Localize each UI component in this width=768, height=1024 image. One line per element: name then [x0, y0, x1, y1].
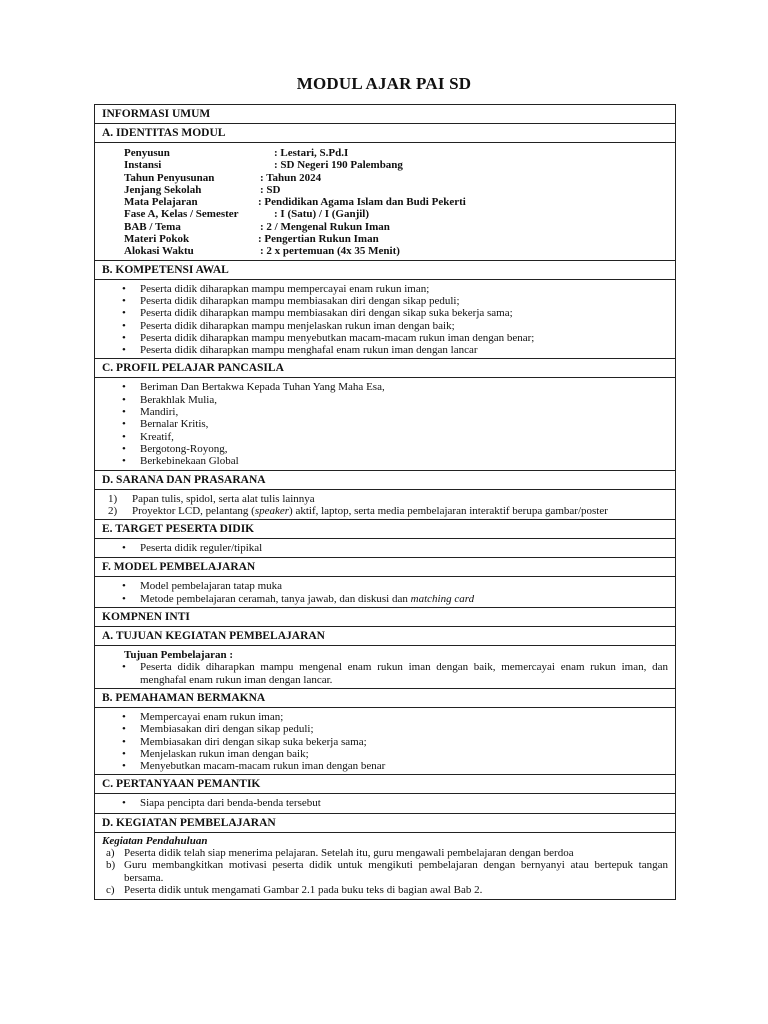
kegiatan-subheading: Kegiatan Pendahuluan	[102, 834, 208, 847]
pertanyaan-block	[95, 794, 676, 813]
item-emphasis: matching card	[410, 592, 475, 605]
heading-sarana: D. SARANA DAN PRASARANA	[95, 470, 676, 489]
identitas-value: : Pengertian Rukun Iman	[258, 233, 379, 246]
identitas-list	[102, 143, 668, 260]
item-text: Papan tulis, spidol, serta alat tulis lainnya	[132, 492, 315, 505]
list-item: • Peserta didik diharapkan mampu mengenal enam rukun iman dengan baik, memercayai enam rukun iman, dan menghafal enam rukun iman dengan lancar.	[140, 661, 668, 686]
heading-identitas-modul: A. IDENTITAS MODUL	[95, 124, 676, 143]
item-text: Peserta didik untuk mengamati Gambar 2.1 pada buku teks di bagian awal Bab 2.	[124, 883, 483, 896]
kompetensi-block	[95, 279, 676, 359]
item-text-cont: ) aktif, laptop, serta media pembelajaran interaktif berupa gambar/poster	[289, 504, 608, 517]
identitas-row	[124, 147, 668, 159]
module-table	[94, 104, 676, 900]
list-item: • Model pembelajaran tatap muka	[140, 580, 668, 592]
list-item: • Peserta didik diharapkan mampu menghafal enam rukun iman dengan lancar	[140, 344, 668, 356]
heading-tujuan: A. TUJUAN KEGIATAN PEMBELAJARAN	[95, 627, 676, 646]
identitas-row	[124, 159, 668, 171]
identitas-label: Alokasi Waktu	[124, 245, 194, 258]
identitas-row	[124, 245, 668, 257]
identitas-value: : 2 / Mengenal Rukun Iman	[260, 220, 390, 233]
list-item: • Beriman Dan Bertakwa Kepada Tuhan Yang Maha Esa,	[140, 381, 668, 393]
list-item	[140, 593, 668, 605]
section-informasi-umum: INFORMASI UMUM	[95, 105, 676, 124]
list-item: • Berakhlak Mulia,	[140, 394, 668, 406]
target-block	[95, 539, 676, 558]
profil-block	[95, 378, 676, 470]
list-item: • Peserta didik diharapkan mampu menjelaskan rukun iman dengan baik;	[140, 320, 668, 332]
item-text: Proyektor LCD, pelantang (	[132, 504, 255, 517]
list-item	[106, 859, 668, 884]
item-number: 1)	[108, 492, 118, 505]
identitas-row	[124, 221, 668, 233]
section-kompnen-inti: KOMPNEN INTI	[95, 608, 676, 627]
pertanyaan-list	[102, 797, 668, 809]
kompetensi-list	[102, 283, 668, 357]
item-text: Guru membangkitkan motivasi peserta didik untuk mengikuti pembelajaran dengan bernyanyi atau bertepuk tangan bersama.	[124, 859, 668, 884]
heading-pemahaman: B. PEMAHAMAN BERMAKNA	[95, 688, 676, 707]
list-item: • Peserta didik reguler/tipikal	[140, 542, 668, 554]
list-item: • Mandiri,	[140, 406, 668, 418]
identitas-value: : SD Negeri 190 Palembang	[274, 159, 403, 172]
list-item: • Kreatif,	[140, 431, 668, 443]
identitas-label: Materi Pokok	[124, 233, 190, 246]
list-item	[108, 504, 668, 517]
list-item: • Peserta didik diharapkan mampu membiasakan diri dengan sikap suka bekerja sama;	[140, 307, 668, 319]
document-title: MODUL AJAR PAI SD	[296, 74, 472, 93]
list-item: • Bernalar Kritis,	[140, 418, 668, 430]
identitas-label: Jenjang Sekolah	[124, 183, 202, 196]
target-list	[102, 542, 668, 554]
identitas-row	[124, 184, 668, 196]
list-item: • Peserta didik diharapkan mampu menyebutkan macam-macam rukun iman dengan benar;	[140, 332, 668, 344]
identitas-value: : SD	[260, 183, 281, 196]
list-item: • Bergotong-Royong,	[140, 443, 668, 455]
pemahaman-list	[102, 711, 668, 772]
identitas-label: Penyusun	[124, 147, 170, 159]
list-item: • Mempercayai enam rukun iman;	[140, 711, 668, 723]
item-text: Peserta didik telah siap menerima pelajaran. Setelah itu, guru mengawali pembelajaran dengan berdoa	[124, 846, 574, 859]
identitas-value: : Pendidikan Agama Islam dan Budi Pekerti	[258, 196, 466, 209]
list-item: • Membiasakan diri dengan sikap suka bekerja sama;	[140, 736, 668, 748]
list-item: • Siapa pencipta dari benda-benda tersebut	[140, 797, 668, 809]
list-item: • Peserta didik diharapkan mampu membiasakan diri dengan sikap peduli;	[140, 295, 668, 307]
kegiatan-block	[95, 832, 676, 899]
item-number: 2)	[108, 504, 118, 517]
heading-profil-pelajar: C. PROFIL PELAJAR PANCASILA	[95, 359, 676, 378]
item-text: Metode pembelajaran ceramah, tanya jawab, dan diskusi dan	[140, 592, 411, 605]
identitas-row	[124, 233, 668, 245]
tujuan-block	[95, 646, 676, 689]
model-block	[95, 577, 676, 608]
identitas-block	[95, 143, 676, 261]
heading-kegiatan: D. KEGIATAN PEMBELAJARAN	[95, 813, 676, 832]
identitas-value: : Tahun 2024	[260, 171, 322, 184]
identitas-value: : 2 x pertemuan (4x 35 Menit)	[260, 245, 400, 258]
item-letter: b)	[106, 859, 116, 872]
item-emphasis: speaker	[254, 504, 290, 517]
kegiatan-list	[102, 847, 668, 896]
heading-pertanyaan: C. PERTANYAAN PEMANTIK	[95, 775, 676, 794]
profil-list	[102, 381, 668, 467]
identitas-label: Mata Pelajaran	[124, 196, 198, 209]
sarana-block	[95, 489, 676, 520]
heading-kompetensi-awal: B. KOMPETENSI AWAL	[95, 260, 676, 279]
list-item	[106, 846, 668, 859]
tujuan-subheading: Tujuan Pembelajaran :	[124, 649, 233, 662]
list-item: • Menjelaskan rukun iman dengan baik;	[140, 748, 668, 760]
heading-target: E. TARGET PESERTA DIDIK	[95, 520, 676, 539]
item-letter: c)	[106, 883, 115, 896]
list-item: • Peserta didik diharapkan mampu mempercayai enam rukun iman;	[140, 283, 668, 295]
list-item: • Menyebutkan macam-macam rukun iman dengan benar	[140, 760, 668, 772]
identitas-label: Tahun Penyusunan	[124, 171, 215, 184]
model-list	[102, 580, 668, 605]
heading-model: F. MODEL PEMBELAJARAN	[95, 558, 676, 577]
identitas-label: BAB / Tema	[124, 220, 181, 233]
identitas-row	[124, 208, 668, 220]
list-item	[108, 492, 668, 505]
identitas-row	[124, 196, 668, 208]
tujuan-list	[102, 661, 668, 686]
item-letter: a)	[106, 846, 115, 859]
pemahaman-block	[95, 707, 676, 774]
list-item	[106, 883, 668, 896]
identitas-value: : Lestari, S.Pd.I	[274, 147, 349, 159]
sarana-list	[102, 493, 668, 518]
identitas-value: : I (Satu) / I (Ganjil)	[274, 208, 370, 221]
identitas-row	[124, 172, 668, 184]
identitas-label: Instansi	[124, 159, 162, 172]
identitas-label: Fase A, Kelas / Semester	[124, 208, 239, 221]
list-item: • Berkebinekaan Global	[140, 455, 668, 467]
list-item: • Membiasakan diri dengan sikap peduli;	[140, 723, 668, 735]
